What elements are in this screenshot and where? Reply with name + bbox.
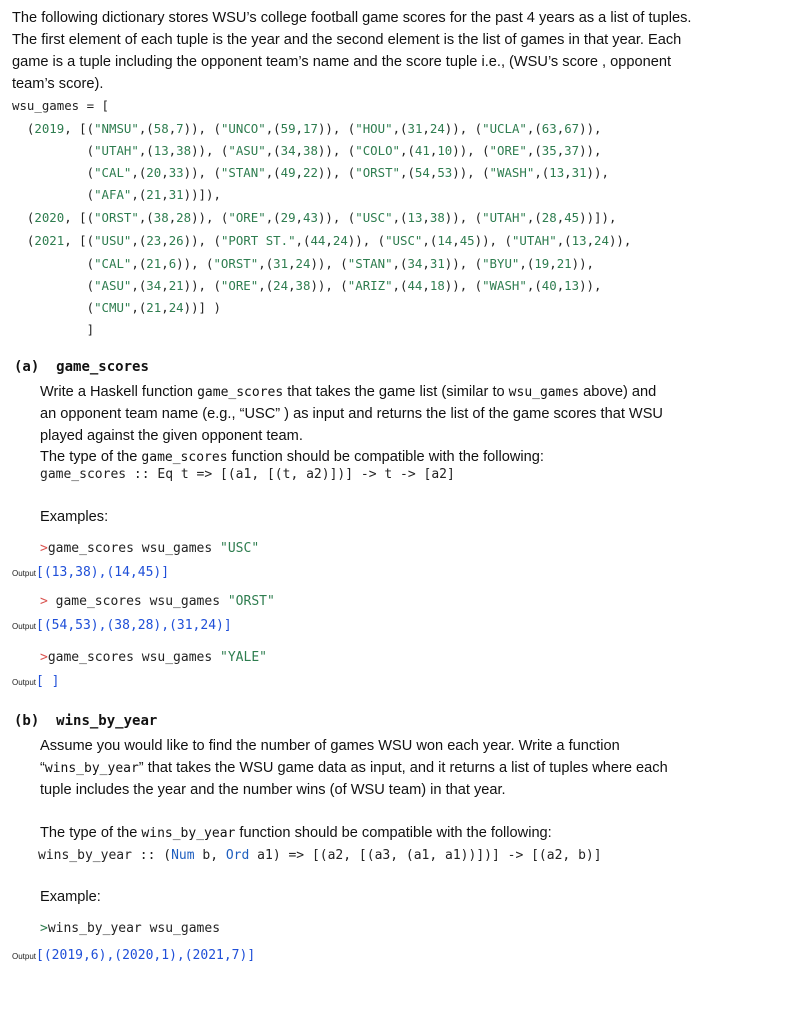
part-a-name: game_scores <box>56 359 149 375</box>
output-label: Output <box>12 569 37 578</box>
example-output-1 <box>12 563 169 581</box>
call: game_scores wsu_games <box>47 594 228 609</box>
code-line: (2019, [("NMSU",(58,7)), ("UNCO",(59,17)), ("HOU",(31,24)), ("UCLA",(63,67)), <box>12 121 602 136</box>
prompt: > <box>40 921 48 936</box>
prompt: > <box>40 594 48 609</box>
part-b-heading <box>14 713 157 729</box>
sig-part: wins_by_year :: ( <box>38 848 172 863</box>
example-call-2 <box>40 591 275 613</box>
sig-keyword: Num <box>171 848 195 863</box>
part-a-label: (a) <box>14 359 40 375</box>
part-a-desc-3: played against the given opponent team. <box>40 428 303 444</box>
intro-line-2: The first element of each tuple is the year and the second element is the list of games in that year. Each <box>12 32 682 48</box>
code-line: ("ASU",(34,21)), ("ORE",(24,38)), ("ARIZ",(44,18)), ("WASH",(40,13)), <box>12 278 602 293</box>
output-label: Output <box>12 678 37 687</box>
code-line: ] <box>12 322 95 337</box>
part-a-desc-1 <box>40 382 656 403</box>
output-label: Output <box>12 952 37 961</box>
text: function should be compatible with the following: <box>235 825 552 841</box>
inline-code: game_scores <box>197 385 284 400</box>
part-b-example-label: Example: <box>40 889 101 905</box>
call: game_scores wsu_games <box>47 650 221 665</box>
code-line: ("CAL",(21,6)), ("ORST",(31,24)), ("STAN",(34,31)), ("BYU",(19,21)), <box>12 256 595 271</box>
prompt: > <box>40 650 48 665</box>
part-b-name: wins_by_year <box>56 713 158 729</box>
call: game_scores wsu_games <box>47 541 221 556</box>
example-output-2 <box>12 616 232 634</box>
arg: "YALE" <box>220 650 267 665</box>
output-value: [(13,38),(14,45)] <box>36 565 170 580</box>
prompt: > <box>40 541 48 556</box>
text: ” that takes the WSU game data as input, and it returns a list of tuples where each <box>138 760 668 776</box>
sig-part: b, <box>194 848 226 863</box>
part-a-desc-2: an opponent team name (e.g., “USC” ) as input and returns the list of the game scores that WSU <box>40 406 663 422</box>
sig-part: a1) => [(a2, [(a3, (a1, a1))])] -> [(a2, b)] <box>249 848 602 863</box>
text: function should be compatible with the following: <box>227 449 544 465</box>
text: The type of the <box>40 449 142 465</box>
inline-code: wins_by_year <box>141 826 236 841</box>
intro-line-3: game is a tuple including the opponent team’s name and the score tuple i.e., (WSU’s score , opponent <box>12 54 672 70</box>
inline-code: game_scores <box>141 450 228 465</box>
part-b-signature <box>38 845 602 867</box>
code-line: ("CMU",(21,24))] ) <box>12 300 221 315</box>
example-call-1 <box>40 538 259 560</box>
arg: "ORST" <box>227 594 275 609</box>
intro-line-1: The following dictionary stores WSU’s college football game scores for the past 4 years as a list of tuples. <box>12 10 692 26</box>
example-output-3 <box>12 672 60 690</box>
text: Write a Haskell function <box>40 384 198 400</box>
output-label: Output <box>12 622 37 631</box>
part-b-desc-4 <box>40 823 552 844</box>
example-call-3 <box>40 647 267 669</box>
code-line: ("UTAH",(13,38)), ("ASU",(34,38)), ("COLO",(41,10)), ("ORE",(35,37)), <box>12 143 602 158</box>
inline-code: wsu_games <box>508 385 580 400</box>
code-line: (2020, [("ORST",(38,28)), ("ORE",(29,43)), ("USC",(13,38)), ("UTAH",(28,45))]), <box>12 210 617 225</box>
text: The type of the <box>40 825 142 841</box>
code-line: ("AFA",(21,31))]), <box>12 187 221 202</box>
part-a-examples-label: Examples: <box>40 509 109 525</box>
output-value: [ ] <box>36 674 60 689</box>
part-b-label: (b) <box>14 713 40 729</box>
text: “ <box>40 760 45 776</box>
call: wins_by_year wsu_games <box>47 921 221 936</box>
arg: "USC" <box>220 541 260 556</box>
intro-line-4: team’s score). <box>12 76 104 92</box>
part-b-desc-1: Assume you would like to find the number of games WSU won each year. Write a function <box>40 738 620 754</box>
output-value: [(2019,6),(2020,1),(2021,7)] <box>36 948 256 963</box>
text: that takes the game list (similar to <box>283 384 509 400</box>
part-b-desc-3: tuple includes the year and the number wins (of WSU team) in that year. <box>40 782 506 798</box>
code-decl: wsu_games = [ <box>12 98 109 113</box>
text: above) and <box>579 384 657 400</box>
sig-keyword: Ord <box>225 848 250 863</box>
code-line: (2021, [("USU",(23,26)), ("PORT ST.",(44,24)), ("USC",(14,45)), ("UTAH",(13,24)), <box>12 233 632 248</box>
part-b-desc-2 <box>40 758 668 779</box>
part-b-example-output <box>12 946 255 964</box>
part-a-heading <box>14 359 149 375</box>
part-b-example-call <box>40 918 220 940</box>
output-value: [(54,53),(38,28),(31,24)] <box>36 618 232 633</box>
code-line: ("CAL",(20,33)), ("STAN",(49,22)), ("ORST",(54,53)), ("WASH",(13,31)), <box>12 165 609 180</box>
part-a-signature: game_scores :: Eq t => [(a1, [(t, a2)])] -> t -> [a2] <box>40 467 455 482</box>
inline-code: wins_by_year <box>44 761 139 776</box>
